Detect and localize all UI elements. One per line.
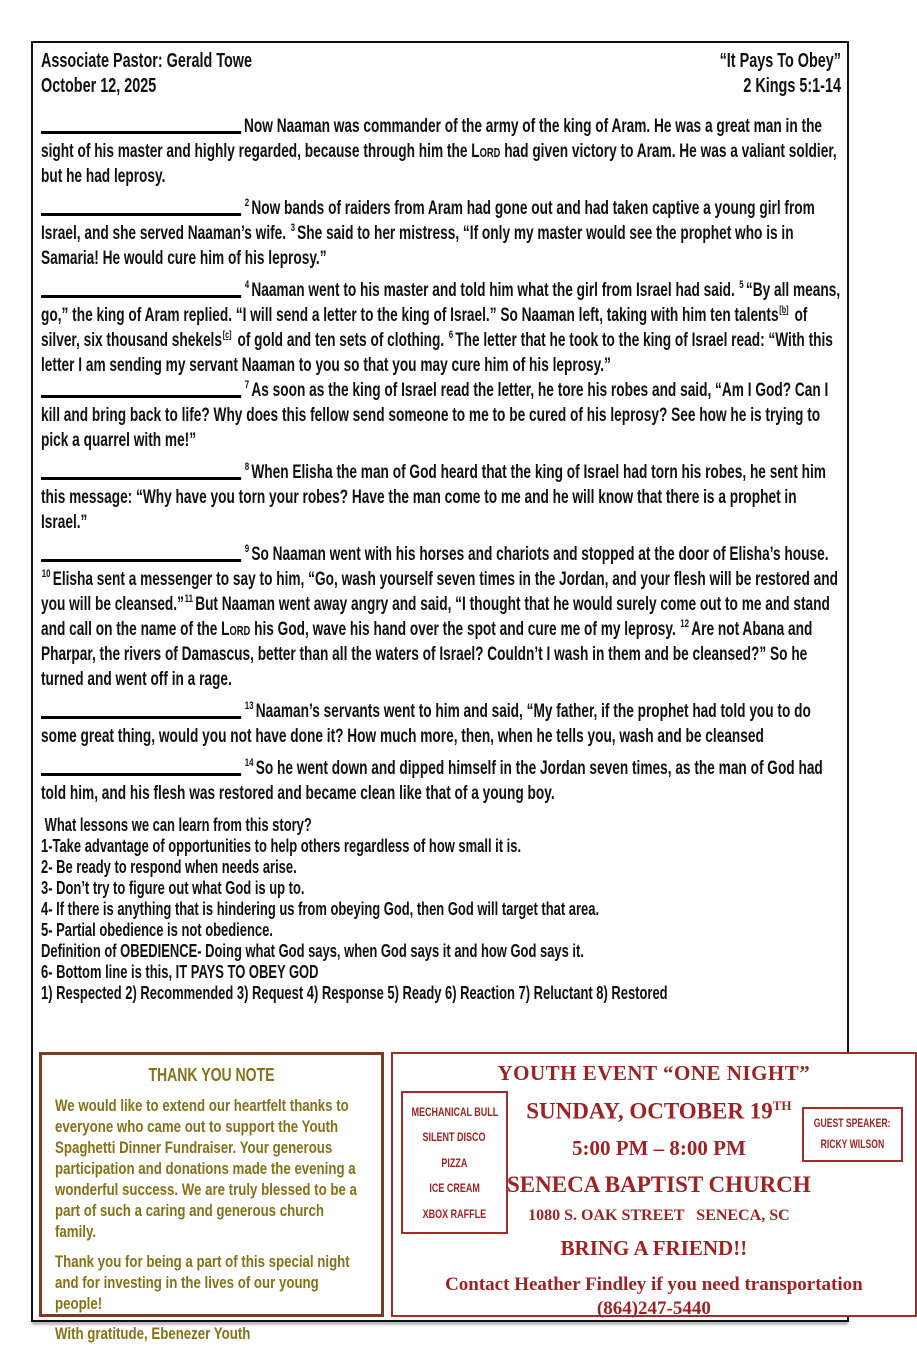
activity-item: MECHANICAL BULL	[411, 1104, 498, 1119]
thank-you-paragraph: With gratitude, Ebenezer Youth	[55, 1324, 251, 1343]
activities-box	[401, 1091, 508, 1234]
verse-number: 14	[244, 756, 254, 769]
bulletin-page	[31, 41, 891, 1343]
scripture-paragraph: Now Naaman was commander of the army of the king of Aram. He was a great man in the sight of his master and highly regarded, because through him the Lord had given victory to Aram. He was a valiant soldier, but he had leprosy.	[41, 116, 837, 187]
activity-item: ICE CREAM	[429, 1181, 480, 1195]
event-date	[507, 1098, 811, 1125]
verse-number: 8	[244, 460, 250, 473]
activity-item: PIZZA	[441, 1155, 468, 1170]
phone-number: (864)247-5440	[596, 1297, 711, 1319]
activity-item: SILENT DISCO	[422, 1130, 486, 1144]
scripture-text	[41, 114, 841, 806]
header-left	[41, 49, 252, 99]
guest-speaker-label: GUEST SPEAKER:	[813, 1118, 891, 1130]
header-right	[720, 49, 841, 99]
scripture-paragraph: $^9$ So Naaman went with his horses and chariots and stopped at the door of Elisha’s house. $^{10}$ Elisha sent a messenger to say to him, “Go, wash yourself seven times in the Jordan, and your flesh will be restored and you will be cleansed.”$^{11}$ But Naaman went away angry and said, “I thought that he would surely come out to me and stand and call on the name of the Lord his God, wave his hand over the spot and cure me of my leprosy. $^{12}$ Are not Abana and Pharpar, the rivers of Damascus, better than all the waters of Israel? Couldn’t I wash in them and be cleansed?” So he turned and went off in a rage.	[41, 542, 839, 690]
header	[41, 49, 841, 99]
lesson-line: 6- Bottom line is this, IT PAYS TO OBEY GOD	[41, 962, 319, 982]
fill-in-blank	[41, 295, 241, 298]
fill-in-blank	[41, 773, 241, 776]
verse-number: 12	[680, 617, 690, 630]
fill-in-blank	[41, 477, 241, 480]
small-caps-lord: Lord	[471, 141, 501, 162]
scripture-reference: 2 Kings 5:1-14	[743, 75, 841, 97]
footnote-marker: [b]	[779, 304, 789, 316]
lesson-line: 5- Partial obedience is not obedience.	[41, 920, 273, 940]
event-address: 1080 S. OAK STREET SENECA, SC	[528, 1206, 790, 1224]
activity-item: XBOX RAFFLE	[422, 1206, 487, 1221]
event-date-ordinal: TH	[772, 1098, 792, 1113]
verse-number: 5	[739, 278, 744, 291]
verse-number: 3	[290, 221, 296, 234]
lesson-line: 2- Be ready to respond when needs arise.	[41, 857, 297, 877]
youth-event-box	[391, 1052, 917, 1317]
lesson-line: 4- If there is anything that is hindering us from obeying God, then God will target that area.	[41, 899, 600, 919]
verse-number: 2	[244, 196, 250, 209]
event-details	[507, 1098, 811, 1225]
verse-number: 6	[448, 328, 454, 341]
lesson-line: What lessons we can learn from this story?	[41, 815, 312, 835]
verse-number: 9	[244, 542, 250, 555]
lesson-line: 3- Don’t try to figure out what God is up to.	[41, 878, 305, 898]
scripture-paragraph: $^4$ Naaman went to his master and told him what the girl from Israel had said. $^5$ “By all means, go,” the king of Aram replied. “I will send a letter to the king of Israel.” So Naaman left, taking with him ten talents[b] of silver, six thousand shekels[c] of gold and ten sets of clothing. $^6$ The letter that he took to the king of Israel read: “With this letter I am sending my servant Naaman to you so that you may cure him of his leprosy.”	[41, 278, 841, 376]
fill-in-blank	[41, 213, 241, 216]
scripture-paragraph: $^2$ Now bands of raiders from Aram had gone out and had taken captive a young girl from Israel, and she served Naaman’s wife. $^3$ She said to her mistress, “If only my master would see the prophet who is in Samaria! He would cure him of his leprosy.”	[41, 196, 815, 269]
date-line: October 12, 2025	[41, 75, 157, 97]
thank-you-paragraph: We would like to extend our heartfelt thanks to everyone who came out to support the Youth Spaghetti Dinner Fundraiser. Your generous participation and donations made the evening a wonderful success. We are truly blessed to be a part of such a caring and generous church family.	[55, 1096, 357, 1241]
bottom-boxes	[39, 1052, 891, 1343]
lesson-line: Definition of OBEDIENCE- Doing what God says, when God says it and how God says it.	[41, 941, 584, 961]
bring-a-friend-line: BRING A FRIEND!!	[560, 1235, 748, 1260]
youth-event-title: YOUTH EVENT “ONE NIGHT”	[497, 1061, 811, 1085]
footnote-marker: [c]	[222, 329, 232, 341]
sermon-notes	[41, 49, 841, 1051]
fill-in-blank	[41, 559, 241, 562]
event-date-text: SUNDAY, OCTOBER 19	[526, 1098, 773, 1124]
lesson-line: 1) Respected 2) Recommended 3) Request 4) Response 5) Ready 6) Reaction 7) Reluctant 8) Restored	[41, 983, 668, 1003]
verse-number: 13	[244, 699, 254, 712]
verse-number: 11	[184, 592, 194, 605]
thank-you-content	[55, 1065, 368, 1344]
fill-in-blank	[41, 395, 241, 398]
scripture-paragraph: $^{13}$ Naaman’s servants went to him and said, “My father, if the prophet had told you to do some great thing, would you not have done it? How much more, then, when he tells you, wash and be cleansed	[41, 699, 811, 747]
fill-in-blank	[41, 716, 241, 719]
lesson-line: 1-Take advantage of opportunities to help others regardless of how small it is.	[41, 836, 522, 856]
verse-number: 10	[41, 567, 51, 580]
sermon-title: “It Pays To Obey”	[719, 50, 841, 72]
thank-you-body	[55, 1095, 368, 1344]
event-venue: SENECA BAPTIST CHURCH	[507, 1171, 811, 1197]
small-caps-lord: Lord	[221, 619, 251, 640]
scripture-paragraph: $^7$ As soon as the king of Israel read the letter, he tore his robes and said, “Am I God? Can I kill and bring back to life? Why does this fellow send someone to me to be cured of his leprosy? See how he is trying to pick a quarrel with me!”	[41, 378, 829, 451]
event-time: 5:00 PM – 8:00 PM	[571, 1135, 746, 1160]
verse-number: 4	[244, 278, 250, 291]
guest-speaker-name: RICKY WILSON	[820, 1139, 885, 1151]
scripture-paragraph: $^8$ When Elisha the man of God heard that the king of Israel had torn his robes, he sent him this message: “Why have you torn your robes? Have the man come to me and he will know that there is a prophet in Israel.”	[41, 460, 826, 533]
guest-speaker-box	[802, 1107, 903, 1162]
thank-you-box	[39, 1052, 384, 1343]
verse-number: 7	[244, 378, 250, 391]
thank-you-paragraph: Thank you for being a part of this special night and for investing in the lives of our young people!	[55, 1252, 350, 1313]
pastor-line: Associate Pastor: Gerald Towe	[41, 50, 253, 72]
scripture-paragraph: $^{14}$ So he went down and dipped himself in the Jordan seven times, as the man of God had told him, and his flesh was restored and became clean like that of a young boy.	[41, 756, 823, 804]
fill-in-blank	[41, 131, 241, 134]
contact-line: Contact Heather Findley if you need transportation	[445, 1273, 863, 1295]
lessons-list	[41, 815, 841, 1004]
thank-you-title: THANK YOU NOTE	[148, 1065, 275, 1085]
